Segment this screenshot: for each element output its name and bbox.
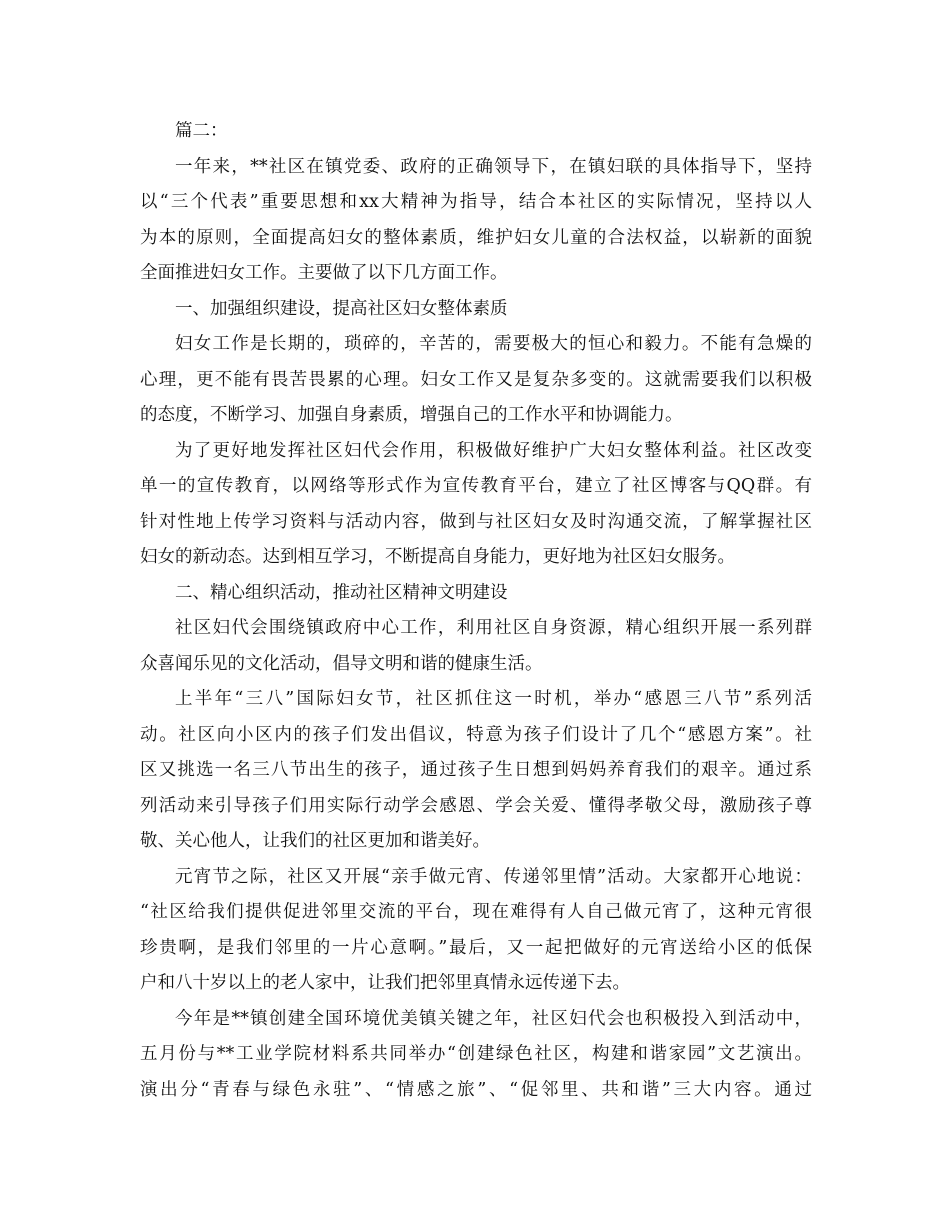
text-line: 珍贵啊，是我们邻里的一片心意啊。”最后，又一起把做好的元宵送给小区的低保 bbox=[140, 937, 812, 958]
text-line: 社区妇代会围绕镇政府中心工作，利用社区自身资源，精心组织开展一系列群 bbox=[175, 618, 812, 638]
text-line: 列活动来引导孩子们用实际行动学会感恩、学会关爱、懂得孝敬父母，激励孩子尊 bbox=[140, 795, 812, 816]
text-line: 敬、关心他人，让我们的社区更加和谐美好。 bbox=[140, 831, 490, 851]
text-line: 五月份与**工业学院材料系共同举办“创建绿色社区，构建和谐家园”文艺演出。 bbox=[140, 1044, 812, 1064]
text-line: 全面推进妇女工作。主要做了以下几方面工作。 bbox=[140, 263, 508, 283]
text-line: 妇女的新动态。达到相互学习，不断提高自身能力，更好地为社区妇女服务。 bbox=[140, 547, 735, 567]
text-line: 心理，更不能有畏苦畏累的心理。妇女工作又是复杂多变的。这就需要我们以积极 bbox=[140, 369, 812, 390]
text-line: 篇二： bbox=[175, 121, 228, 141]
text-line: 的态度，不断学习、加强自身素质，增强自己的工作水平和协调能力。 bbox=[140, 405, 683, 425]
text-line: 针对性地上传学习资料与活动内容，做到与社区妇女及时沟通交流，了解掌握社区 bbox=[140, 511, 812, 532]
text-line: 演出分“青春与绿色永驻”、“情感之旅”、“促邻里、共和谐”三大内容。通过 bbox=[140, 1079, 812, 1100]
text-line: “社区给我们提供促进邻里交流的平台，现在难得有人自己做元宵了，这种元宵很 bbox=[140, 902, 812, 922]
text-line: 为了更好地发挥社区妇代会作用，积极做好维护广大妇女整体利益。社区改变 bbox=[175, 440, 812, 461]
text-line: 区又挑选一名三八节出生的孩子，通过孩子生日想到妈妈养育我们的艰辛。通过系 bbox=[140, 760, 812, 780]
text-line: 一、加强组织建设，提高社区妇女整体素质 bbox=[175, 298, 508, 319]
text-line: 今年是**镇创建全国环境优美镇关键之年，社区妇代会也积极投入到活动中， bbox=[175, 1008, 812, 1029]
text-line: 一年来，**社区在镇党委、政府的正确领导下，在镇妇联的具体指导下，坚持 bbox=[175, 156, 812, 177]
text-line: 以“三个代表”重要思想和xx大精神为指导，结合本社区的实际情况，坚持以人 bbox=[140, 192, 812, 212]
text-line: 为本的原则，全面提高妇女的整体素质，维护妇女儿童的合法权益，以崭新的面貌 bbox=[140, 227, 812, 248]
document-body bbox=[140, 114, 812, 1108]
text-line: 动。社区向小区内的孩子们发出倡议，特意为孩子们设计了几个“感恩方案”。社 bbox=[140, 724, 812, 745]
text-line: 二、精心组织活动，推动社区精神文明建设 bbox=[175, 582, 508, 603]
text-line: 妇女工作是长期的，琐碎的，辛苦的，需要极大的恒心和毅力。不能有急燥的 bbox=[175, 334, 812, 354]
text-line: 元宵节之际，社区又开展“亲手做元宵、传递邻里情”活动。大家都开心地说： bbox=[175, 866, 812, 887]
text-line: 上半年“三八”国际妇女节，社区抓住这一时机，举办“感恩三八节”系列活 bbox=[175, 689, 812, 709]
text-line: 单一的宣传教育，以网络等形式作为宣传教育平台，建立了社区博客与QQ群。有 bbox=[140, 476, 812, 496]
text-line: 户和八十岁以上的老人家中，让我们把邻里真情永远传递下去。 bbox=[140, 973, 630, 993]
text-line: 众喜闻乐见的文化活动，倡导文明和谐的健康生活。 bbox=[140, 653, 543, 674]
